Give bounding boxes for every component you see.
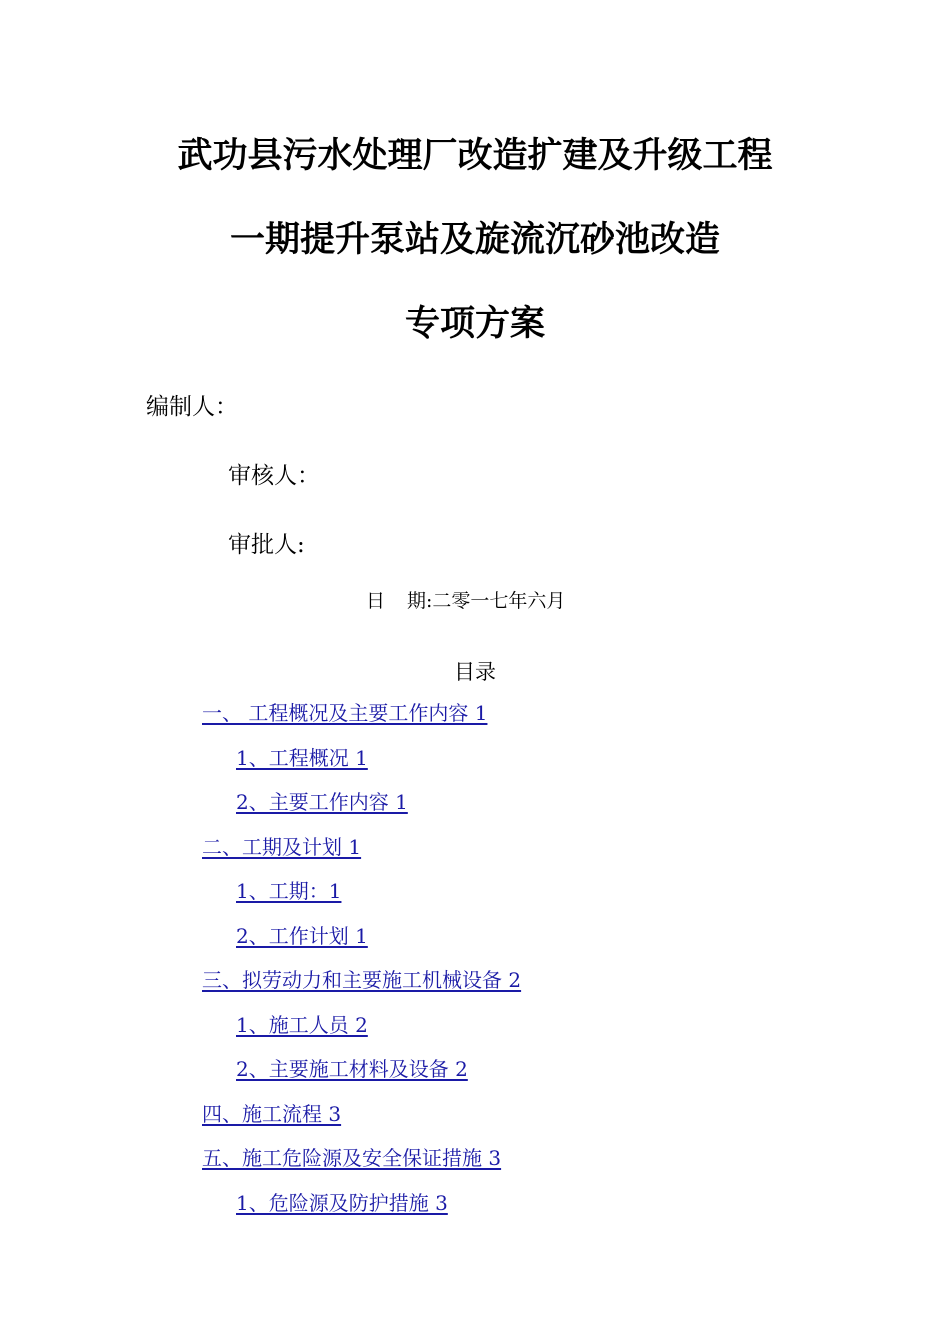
toc-heading: 目录 <box>454 660 496 684</box>
toc-link-1-1[interactable]: 1、工程概况 1 <box>236 746 368 770</box>
toc-link-4[interactable]: 四、施工流程 3 <box>202 1102 342 1126</box>
approver-label: 审批人: <box>228 532 305 558</box>
title-line-3: 专项方案 <box>404 303 545 344</box>
toc-link-2[interactable]: 二、工期及计划 1 <box>202 835 362 859</box>
compiler-label: 编制人： <box>146 394 238 420</box>
date-value: 二零一七年六月 <box>432 590 566 612</box>
reviewer-label: 审核人： <box>228 463 320 489</box>
title-line-2: 一期提升泵站及旋流沉砂池改造 <box>229 219 720 260</box>
date-label-2: 期: <box>407 590 433 612</box>
title-line-1: 武功县污水处理厂改造扩建及升级工程 <box>177 135 773 176</box>
toc-link-3-1[interactable]: 1、施工人员 2 <box>236 1013 368 1037</box>
date-label-1: 日 <box>366 590 386 612</box>
toc-link-2-1[interactable]: 1、工期：1 <box>236 879 342 903</box>
toc-link-5-1[interactable]: 1、危险源及防护措施 3 <box>236 1191 448 1215</box>
toc-link-3-2[interactable]: 2、主要施工材料及设备 2 <box>236 1057 468 1081</box>
toc-link-5[interactable]: 五、施工危险源及安全保证措施 3 <box>202 1146 502 1170</box>
date-line <box>366 586 565 613</box>
toc-link-2-2[interactable]: 2、工作计划 1 <box>236 924 368 948</box>
toc-link-3[interactable]: 三、拟劳动力和主要施工机械设备 2 <box>202 968 522 992</box>
toc-link-1-2[interactable]: 2、主要工作内容 1 <box>236 790 408 814</box>
toc-link-1[interactable]: 一、 工程概况及主要工作内容 1 <box>202 701 488 725</box>
